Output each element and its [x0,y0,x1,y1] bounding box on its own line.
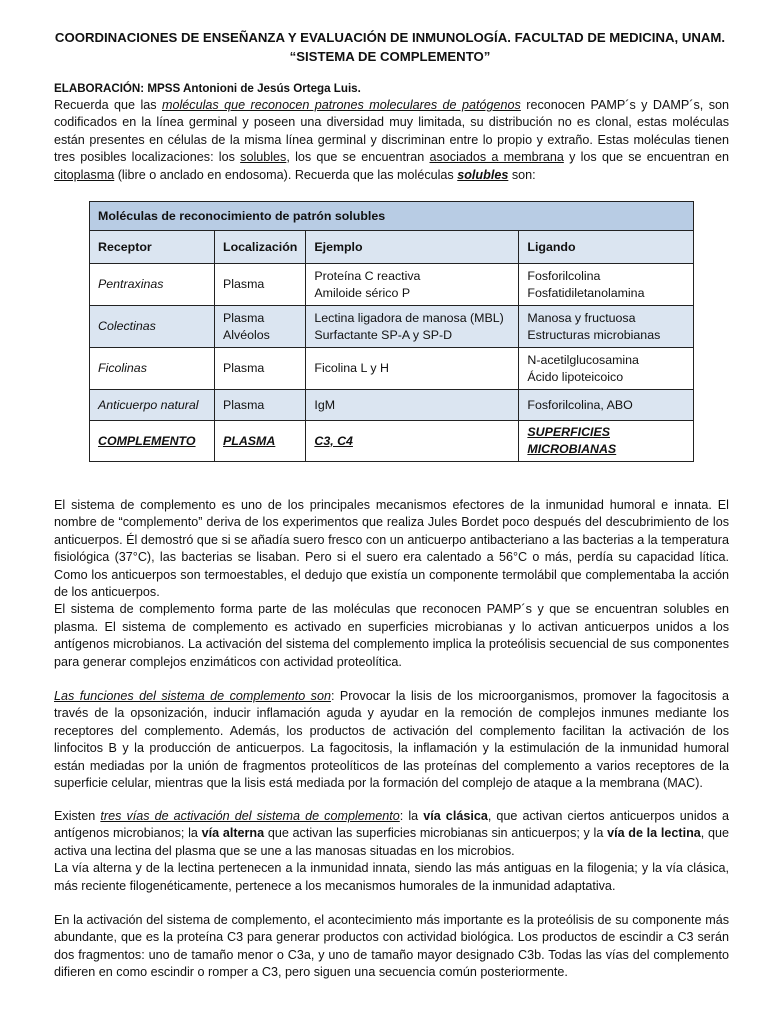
document-title [40,28,740,66]
cell-receptor: Pentraxinas [90,264,215,306]
table-row [90,348,694,390]
table-caption: Moléculas de reconocimiento de patrón solubles [90,202,694,231]
intro-paragraph [54,97,729,184]
cell-ejemplo: C3, C4 [306,421,519,462]
cell-ejemplo: Ficolina L y H [306,348,519,390]
intro-underlined-5: solubles [457,167,509,182]
cell-ligando: Fosforilcolina, ABO [519,390,694,421]
intro-text-4: y los que se encuentran en [563,150,729,165]
paragraph-c3: En la activación del sistema de complemento, el acontecimiento más importante es la proteólisis de su componente más abundante, que es la proteína C3 para generar productos con actividad biológica. Los productos de escindir a C3 serán dos fragmentos: uno de tamaño menor o C3a, y uno de tamaño mayor designado C3b. Todas las vías del complemento difieren en como escindir o romper a C3, pero siguen una secuencia común posteriormente. [54,913,729,980]
paragraph-phylogeny: La vía alterna y de la lectina pertenecen a la inmunidad innata, siendo las más antiguas en la filogenia; y la vía clásica, más reciente filogenéticamente, pertenece a los mecanismos humorales de la inmunidad adaptativa. [54,861,729,893]
cell-ejemplo: Lectina ligadora de manosa (MBL) Surfactante SP-A y SP-D [306,306,519,348]
title-line-1: COORDINACIONES DE ENSEÑANZA Y EVALUACIÓN DE INMUNOLOGÍA. FACULTAD DE MEDICINA, UNAM. [54,30,726,45]
cell-ejemplo: IgM [306,390,519,421]
body-section-2 [54,688,729,792]
intro-underlined-1: moléculas que reconocen patrones moleculares de patógenos [162,98,521,112]
intro-text-2: reconocen PAMP´s y DAMP´s, son codificados en la línea germinal y poseen una diversidad muy limitada, su distribución no es clonal, estas moléculas están presentes en células de la misma línea germinal y discriminan entre lo propio y extraño. Estas moléculas tienen tres posibles localizaciones: los [54,98,729,165]
cell-localizacion: Plasma [215,348,306,390]
table-row [90,421,694,462]
title-line-2: “SISTEMA DE COMPLEMENTO” [289,49,491,64]
table-row [90,264,694,306]
cell-ligando: N-acetilglucosamina Ácido lipoteicoico [519,348,694,390]
table-row [90,390,694,421]
cell-localizacion: Plasma [215,264,306,306]
cell-ligando: Fosforilcolina Fosfatidiletanolamina [519,264,694,306]
cell-receptor: Ficolinas [90,348,215,390]
cell-ligando: SUPERFICIES MICROBIANAS [519,421,694,462]
cell-ligando: Manosa y fructuosa Estructuras microbianas [519,306,694,348]
paragraph-pathways: Existen tres vías de activación del sistema de complemento: la vía clásica, que activan ciertos anticuerpos unidos a antígenos microbianos; la vía alterna que activan las superficies microbianas sin anticuerpos; y la vía de la lectina, que activa una lectina del plasma que se une a las manosas situadas en los microbios. [54,809,729,858]
cell-receptor: COMPLEMENTO [90,421,215,462]
body-section-1 [54,497,729,671]
cell-receptor: Colectinas [90,306,215,348]
paragraph-complement-activation: El sistema de complemento forma parte de las moléculas que reconocen PAMP´s y que se encuentran solubles en plasma. El sistema de complemento es activado en superficies microbianas y lo activan anticuerpos unidos a los antígenos microbianos. La activación del sistema del complemento implica la proteólisis secuencial de sus componentes para generar complejos enzimáticos con actividad proteolítica. [54,602,729,669]
header-ejemplo: Ejemplo [306,231,519,264]
intro-text-3: , los que se encuentran [286,150,430,165]
intro-text-5: (libre o anclado en endosoma). Recuerda que las moléculas [114,167,458,182]
soluble-molecules-table [89,201,694,462]
intro-text-6: son: [508,167,536,182]
intro-underlined-4: citoplasma [54,167,115,182]
header-receptor: Receptor [90,231,215,264]
intro-underlined-2: solubles [240,150,287,165]
cell-ejemplo: Proteína C reactiva Amiloide sérico P [306,264,519,306]
cell-localizacion: Plasma Alvéolos [215,306,306,348]
author-line: ELABORACIÓN: MPSS Antonioni de Jesús Ortega Luis. [54,82,361,95]
table-row [90,306,694,348]
header-localizacion: Localización [215,231,306,264]
cell-receptor: Anticuerpo natural [90,390,215,421]
cell-localizacion: PLASMA [215,421,306,462]
intro-text-1: Recuerda que las [54,98,162,112]
intro-underlined-3: asociados a membrana [429,150,564,165]
body-section-4 [54,912,729,982]
body-section-3 [54,808,729,895]
cell-localizacion: Plasma [215,390,306,421]
header-ligando: Ligando [519,231,694,264]
paragraph-functions: Las funciones del sistema de complemento son: Provocar la lisis de los microorganismos, promover la fagocitosis a través de la opsonización, inducir inflamación aguda y ayudar en la remoción de complejos inmunes mediante los receptores del complemento. Además, los productos de activación del complemento facilitan la activación de los linfocitos B y la producción de anticuerpos. La fagocitosis, la inflamación y la estimulación de la inmunidad humoral están mediadas por la unión de fragmentos proteolíticos de las proteínas del complemento a varios receptores de la superficie celular, mientras que la lisis está mediada por la formación del complejo de ataque a la membrana (MAC). [54,689,729,791]
paragraph-complement-history: El sistema de complemento es uno de los principales mecanismos efectores de la inmunidad humoral e innata. El nombre de “complemento” deriva de los experimentos que realiza Jules Bordet poco después del descubrimiento de los anticuerpos. Él demostró que si se añadía suero fresco con un anticuerpo antibacteriano a las bacterias a la temperatura fisiológica (37°C), las bacterias se lisaban. Pero si el suero era calentado a 56°C o más, perdía su capacidad lítica. Como los anticuerpos son termoestables, el dedujo que existía un componente termolábil que complementaba la acción de los anticuerpos. [54,498,729,600]
